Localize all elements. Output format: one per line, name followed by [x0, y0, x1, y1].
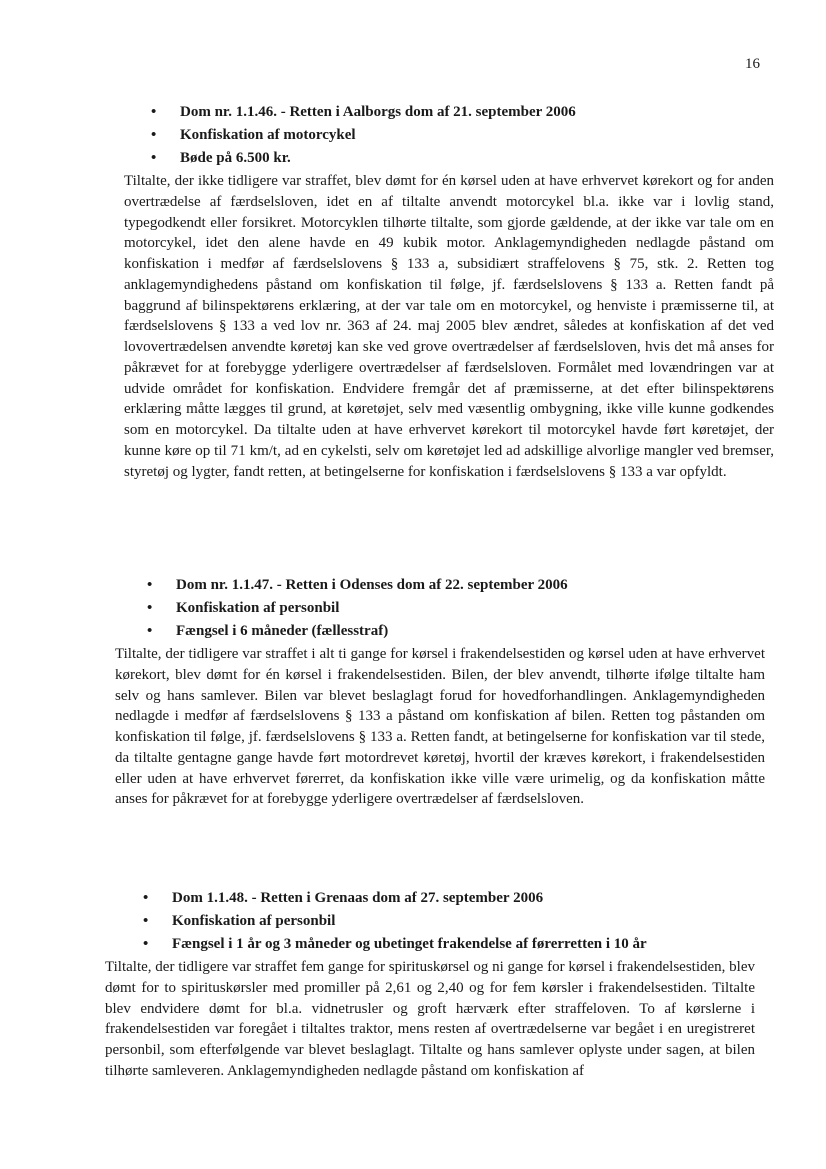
- case-sanction-penalty: • Bøde på 6.500 kr.: [151, 148, 774, 168]
- case-sanction-penalty: • Fængsel i 6 måneder (fællesstraf): [147, 621, 765, 641]
- case-sanction-confiscation: • Konfiskation af personbil: [147, 598, 765, 618]
- case-1-1-46: [124, 102, 774, 482]
- case-title: • Dom nr. 1.1.46. - Retten i Aalborgs dom af 21. september 2006: [151, 102, 774, 122]
- case-sanction-confiscation: • Konfiskation af motorcykel: [151, 125, 774, 145]
- case-description: Tiltalte, der ikke tidligere var straffet, blev dømt for én kørsel uden at have erhvervet kørekort og for anden overtrædelse af færdselsloven, idet en af tiltalte anvendt motorcykel bl.a. ikke var i lovlig stand, typegodkendt eller forsikret. Motorcyklen tilhørte tiltalte, som gjorde gældende, at der ikke var tale om en motorcykel, idet den alene havde en 49 kubik motor. Anklagemyndigheden nedlagde påstand om konfiskation i medfør af færdselslovens § 133 a, subsidiært straffelovens § 75, stk. 2. Retten tog anklagemyndighedens påstand om konfiskation til følge, jf. færdselslovens § 133 a. Retten fandt på baggrund af bilinspektørens erklæring, at der var tale om en motorcykel, og henviste i præmisserne til, at færdselslovens § 133 a ved lov nr. 363 af 24. maj 2005 blev ændret, således at konfiskation af det ved lovovertrædelsen anvendte køretøj kan ske ved grove overtrædelser af færdselsloven, hvis det må anses for påkrævet for at forebygge yderligere overtrædelser af færdselsloven. Formålet med lovændringen var at udvide området for konfiskation. Endvidere fremgår det af præmisserne, at det efter bilinspektørens erklæring måtte lægges til grund, at køretøjet, selv med væsentlig ombygning, ikke ville kunne godkendes som en motorcykel. Da tiltalte uden at have erhvervet kørekort til motorcykel havde ført køretøjet, der kunne køre op til 71 km/t, ad en cykelsti, selv om køretøjet led ad adskillige alvorlige mangler ved bremser, styretøj og lygter, fandt retten, at betingelserne for konfiskation i færdselslovens § 133 a var opfyldt.: [124, 173, 774, 480]
- case-description: Tiltalte, der tidligere var straffet fem gange for spirituskørsel og ni gange for kørsel i frakendelsestiden, blev dømt for to spirituskørsler med promiller på 2,61 og 2,40 og for fem kørsler i frakendelsestiden. Tiltalte blev endvidere dømt for bl.a. vidnetrusler og groft hærværk efter straffeloven. To af kørslerne i frakendelsestiden var foregået i tiltaltes traktor, mens resten af overtrædelserne var begået i en uregistreret personbil, som efterfølgende var blevet beslaglagt. Tiltalte og hans samlever oplyste under sagen, at bilen tilhørte samleveren. Anklagemyndigheden nedlagde påstand om konfiskation af: [105, 959, 755, 1079]
- case-summary-list: [147, 575, 765, 641]
- case-description: Tiltalte, der tidligere var straffet i alt ti gange for kørsel i frakendelsestiden og kørsel uden at have erhvervet kørekort, blev dømt for én kørsel i frakendelsestiden. Bilen, der blev anvendt, tilhørte ifølge tiltalte ham selv og hans samlever. Bilen var blevet beslaglagt forud for hovedforhandlingen. Anklagemyndigheden nedlagde i medfør af færdselslovens § 133 a påstand om konfiskation af bilen. Retten tog påstanden om konfiskation til følge, jf. færdselslovens § 133 a. Retten fandt, at betingelserne for konfiskation var til stede, da tiltalte gentagne gange havde ført motordrevet køretøj, hvortil der kræves kørekort, i frakendelsestiden eller uden at have erhvervet førerret, da konfiskation ikke ville være urimelig, og da konfiskation måtte anses for påkrævet for at forebygge yderligere overtrædelser af færdselsloven.: [115, 646, 765, 808]
- case-sanction-penalty: • Fængsel i 1 år og 3 måneder og ubetinget frakendelse af førerretten i 10 år: [143, 934, 755, 954]
- case-summary-list: [143, 888, 755, 954]
- case-title: • Dom nr. 1.1.47. - Retten i Odenses dom af 22. september 2006: [147, 575, 765, 595]
- case-summary-list: [151, 102, 774, 168]
- case-1-1-48: [105, 888, 755, 1082]
- page-number: 16: [745, 56, 760, 72]
- case-1-1-47: [115, 575, 765, 810]
- case-sanction-confiscation: • Konfiskation af personbil: [143, 911, 755, 931]
- case-title: • Dom 1.1.48. - Retten i Grenaas dom af 27. september 2006: [143, 888, 755, 908]
